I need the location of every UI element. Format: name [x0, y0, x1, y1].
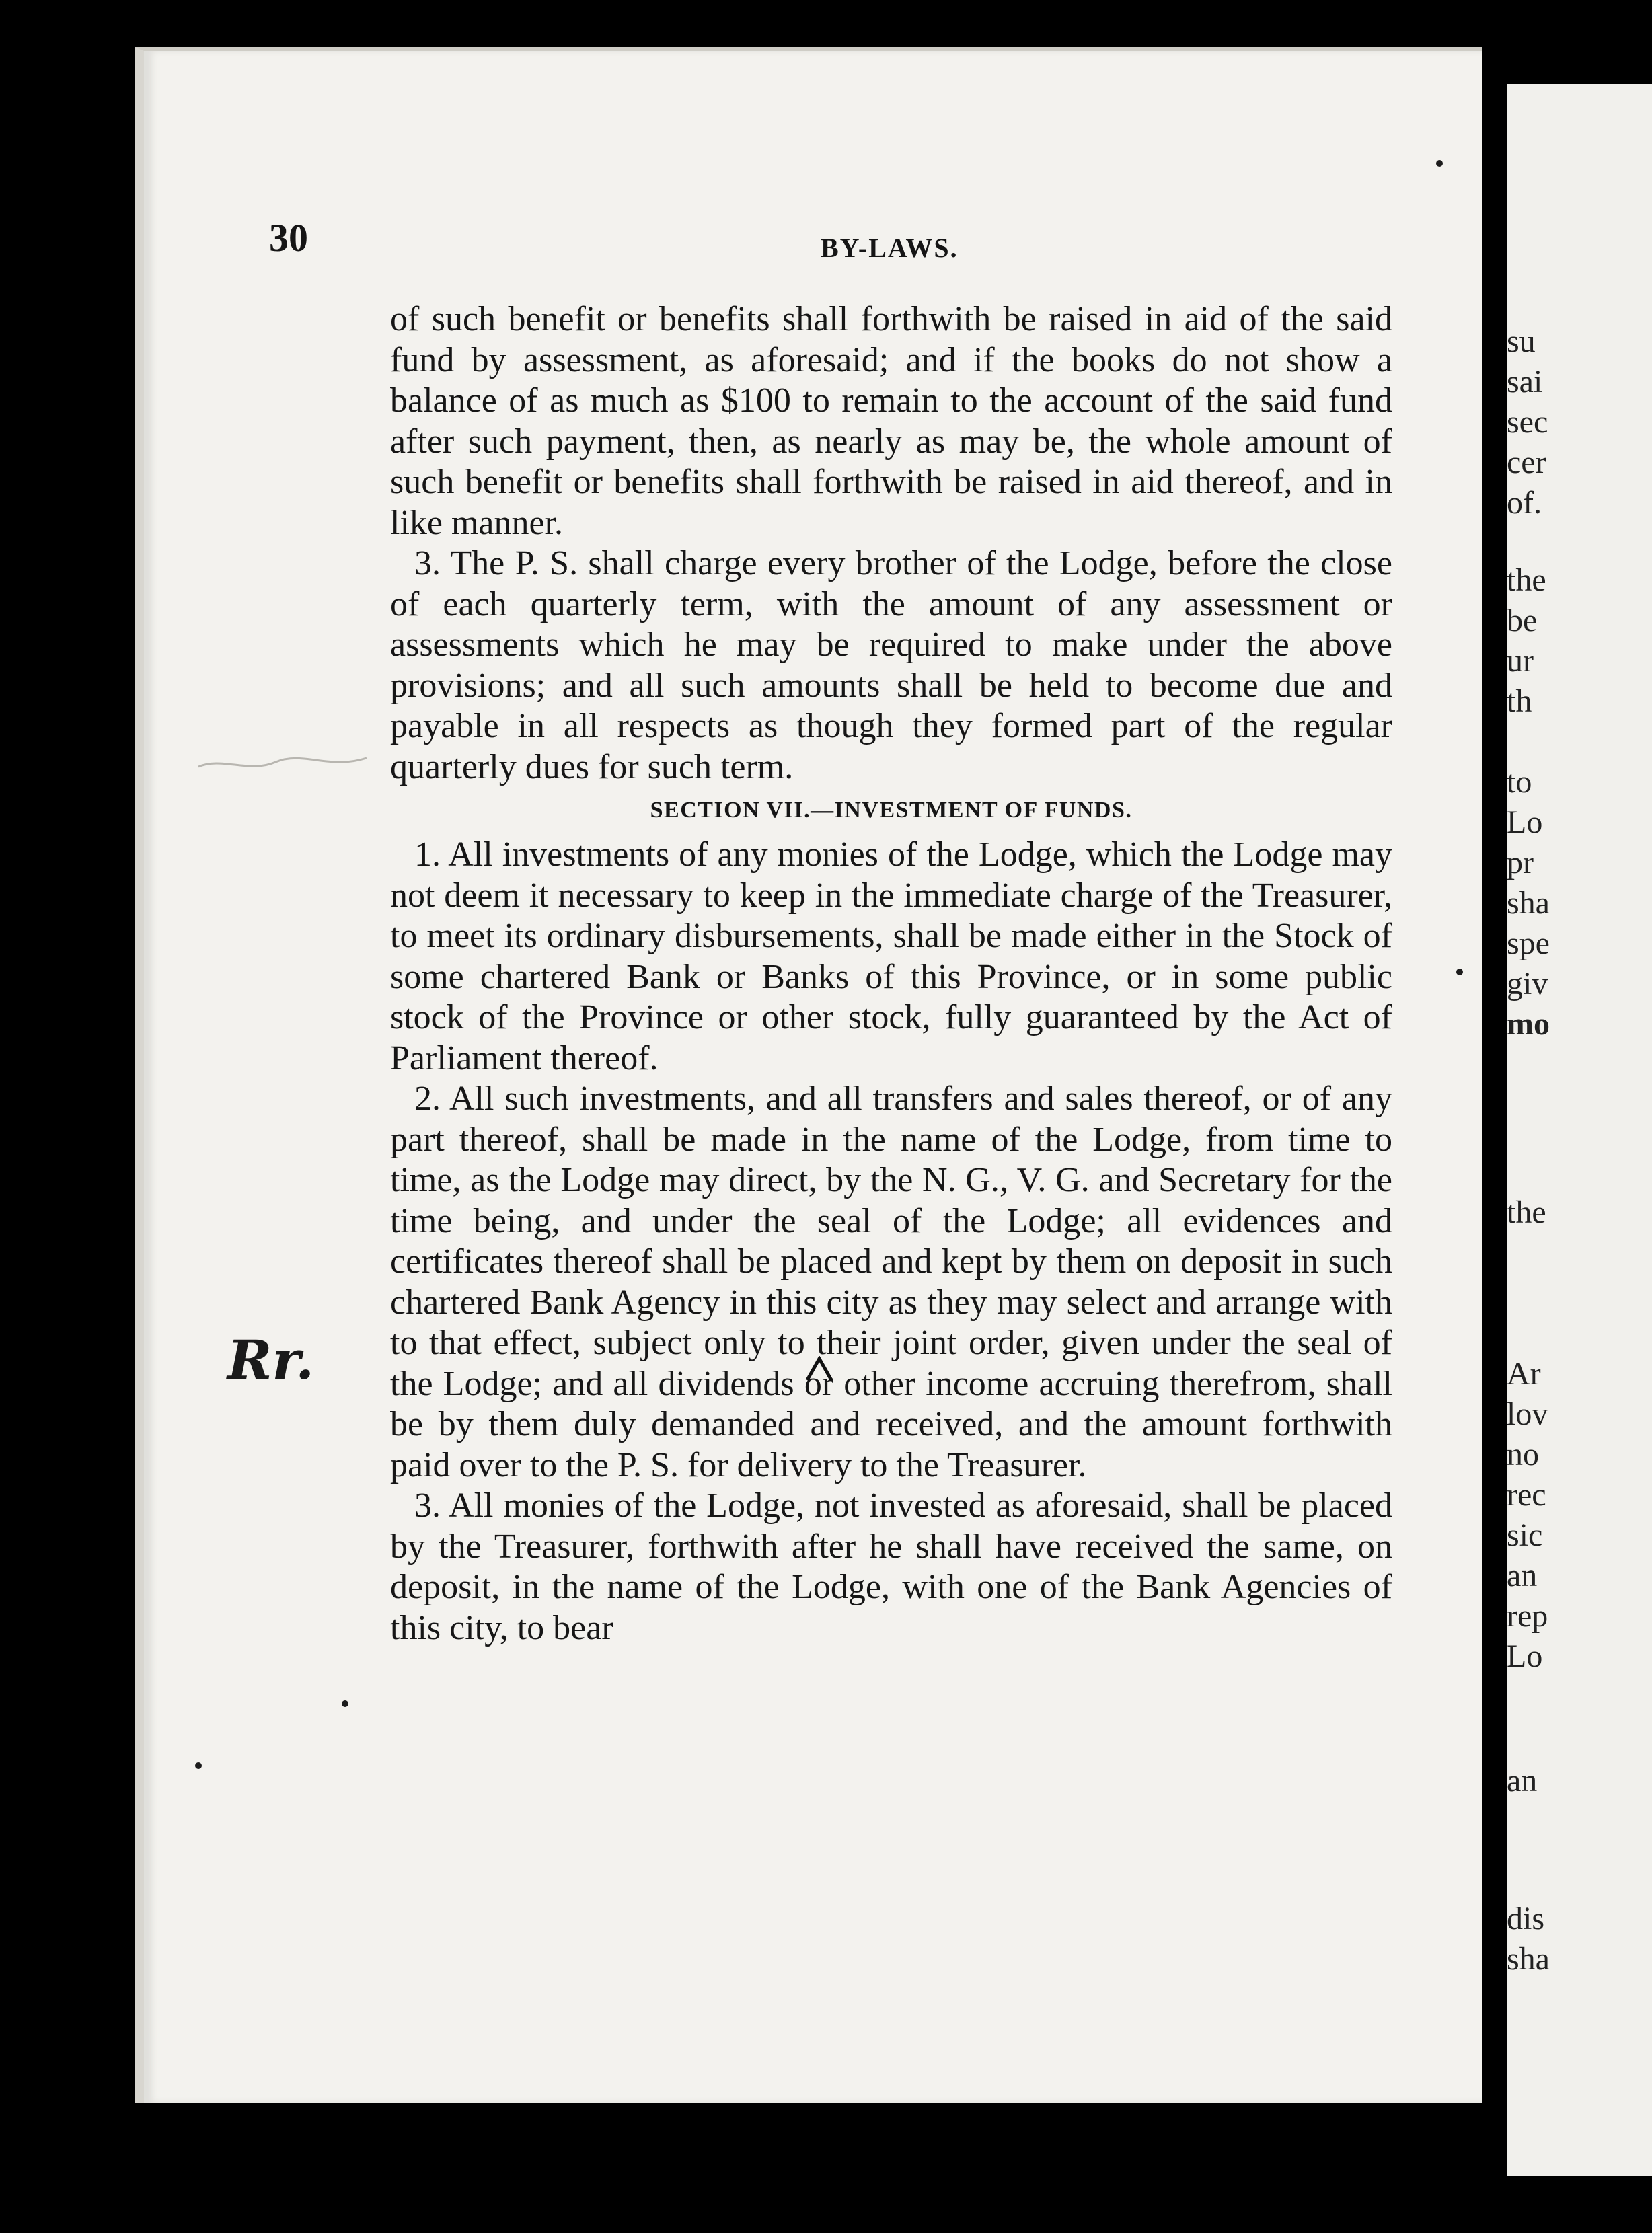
facing-page-fragment: sic — [1507, 1517, 1543, 1553]
facing-page-fragment: sec — [1507, 404, 1548, 440]
facing-page-fragment: rec — [1507, 1477, 1546, 1513]
facing-page-fragment: cer — [1507, 445, 1546, 480]
speck-mark — [1456, 969, 1463, 975]
section-paragraph: 3. All monies of the Lodge, not invested as aforesaid, shall be placed by the Treasurer, forthwith after he shall have received the same, on deposit, in the name of the Lodge, with one of the Bank Agencies of this city, to bear — [390, 1486, 1392, 1647]
facing-page-fragment: pr — [1507, 845, 1534, 880]
facing-page-fragment: dis — [1507, 1901, 1545, 1936]
speck-mark — [342, 1700, 348, 1707]
section-paragraph: 1. All investments of any monies of the Lodge, which the Lodge may not deem it necessary to keep in the immediate charge of the Treasurer, to meet its ordinary disbursements, shall be made either in the Stock of some chartered Bank or Banks of this Province, or in some public stock of the Province or other stock, fully guaranteed by the Act of Parliament thereof. — [390, 835, 1392, 1077]
facing-page-fragment: the — [1507, 1195, 1546, 1230]
facing-page-fragment: no — [1507, 1437, 1539, 1472]
facing-page-fragment: Lo — [1507, 1638, 1543, 1674]
facing-page-fragment: sha — [1507, 885, 1550, 921]
body-paragraph: of such benefit or benefits shall forthwith be raised in aid of the said fund by assessment, as aforesaid; and if the books do not show a balance of as much as $100 to remain to the account of the said fund after such payment, then, as nearly as may be, the whole amount of such benefit or benefits shall forthwith be raised in aid thereof, and in like manner. — [390, 300, 1392, 542]
facing-page-edge — [1507, 84, 1652, 2176]
handwritten-margin-note: Rr. — [227, 1328, 315, 1392]
section-heading: SECTION VII.—INVESTMENT OF FUNDS. — [650, 798, 1133, 823]
speck-mark — [1436, 160, 1443, 167]
facing-page-fragment: an — [1507, 1558, 1538, 1593]
running-title: BY-LAWS. — [821, 233, 959, 263]
insertion-caret-mark — [804, 1356, 834, 1383]
facing-page-fragment: be — [1507, 603, 1538, 638]
facing-page-fragment: the — [1507, 562, 1546, 598]
facing-page-fragment: lov — [1507, 1396, 1548, 1432]
section-paragraph: 2. All such investments, and all transfers and sales thereof, or of any part thereof, shall be made in the name of the Lodge, from time to time, as the Lodge may direct, by the N. G., V. G. and Secretary for the time being, and under the seal of the Lodge; all evidences and certificates thereof shall be placed and kept by them on deposit in such chartered Bank Agency in this city as they may select and arrange with to that effect, subject only to their joint order, given under the seal of the Lodge; and all dividends or other income accruing therefrom, shall be by them duly demanded and received, and the amount forthwith paid over to the P. S. for delivery to the Treasurer. — [390, 1080, 1392, 1484]
facing-page-fragment: spe — [1507, 925, 1550, 961]
facing-page-fragment: mo — [1507, 1006, 1550, 1042]
faint-pencil-mark — [195, 743, 370, 784]
facing-page-fragment: giv — [1507, 966, 1548, 1001]
facing-page-fragment: of. — [1507, 485, 1542, 521]
facing-page-fragment: Lo — [1507, 804, 1543, 840]
facing-page-fragment: to — [1507, 764, 1532, 800]
facing-page-fragment: su — [1507, 324, 1536, 359]
body-paragraph: 3. The P. S. shall charge every brother of the Lodge, before the close of each quarterly term, with the amount of any assessment or assessments which he may be required to make under the above provisions; and all such amounts shall be held to become due and payable in all respects as though they formed part of the regular quarterly dues for such term. — [390, 544, 1392, 786]
page-body — [390, 299, 1392, 1649]
facing-page-fragment: sai — [1507, 364, 1543, 400]
facing-page-fragment: th — [1507, 683, 1532, 719]
facing-page-fragment: an — [1507, 1763, 1538, 1799]
page-header — [269, 172, 1399, 263]
facing-page-fragment: Ar — [1507, 1356, 1541, 1392]
facing-page-fragment: sha — [1507, 1941, 1550, 1977]
speck-mark — [195, 1762, 202, 1769]
facing-page-fragment: ur — [1507, 643, 1534, 679]
page-number: 30 — [269, 216, 308, 260]
facing-page-fragment: rep — [1507, 1598, 1548, 1634]
